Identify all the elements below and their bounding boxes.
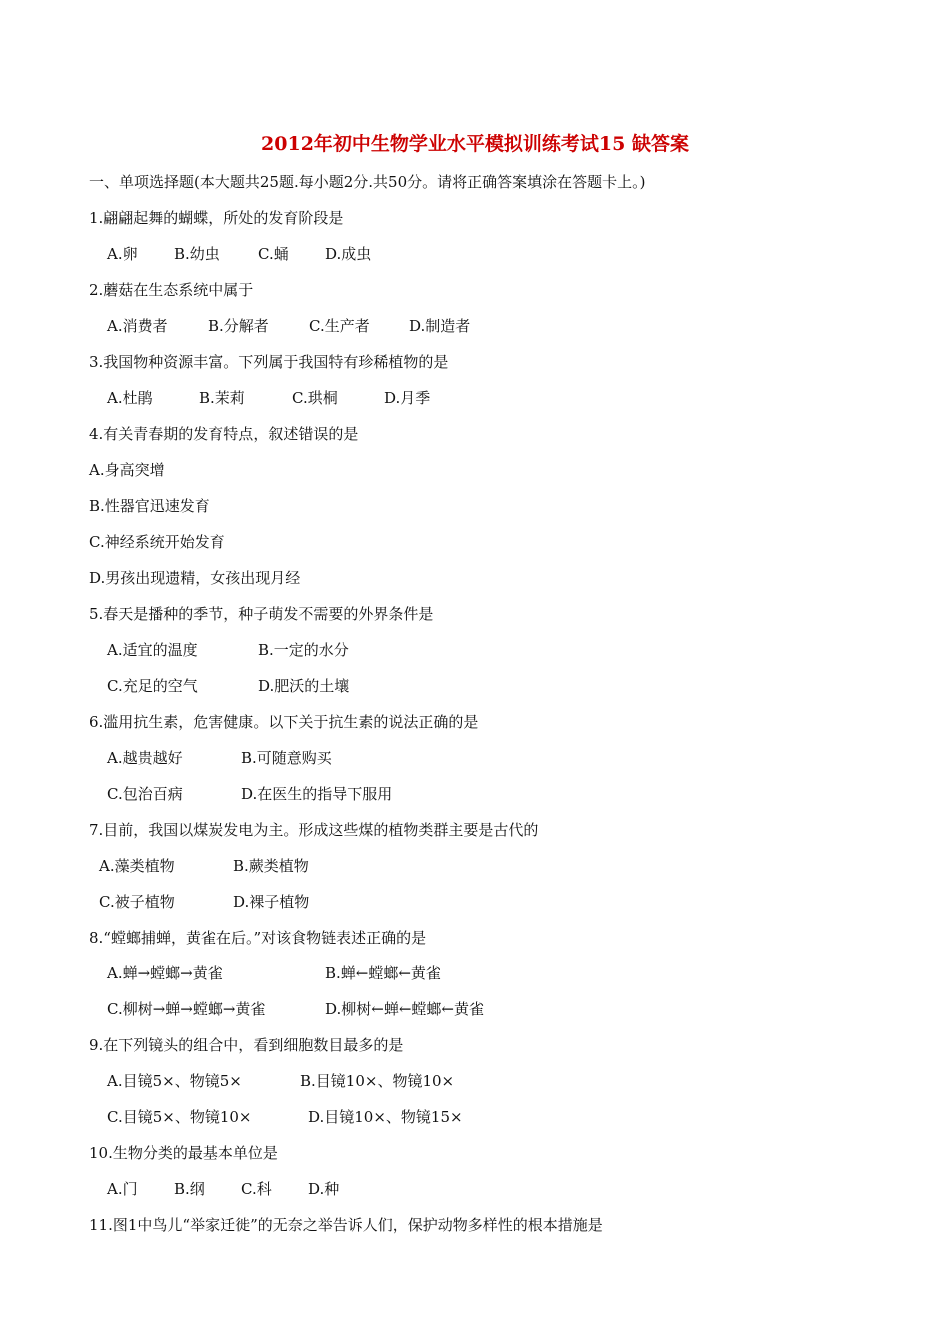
- question-7-stem: 7.目前，我国以煤炭发电为主。形成这些煤的植物类群主要是古代的: [89, 821, 539, 839]
- question-6-option-d: D.在医生的指导下服用: [241, 785, 393, 803]
- section-heading: 一、单项选择题(本大题共25题.每小题2分.共50分。请将正确答案填涂在答题卡上。): [89, 173, 646, 191]
- question-6-option-a: A.越贵越好: [107, 749, 183, 767]
- question-1-option-d: D.成虫: [325, 245, 372, 263]
- question-7-option-c: C.被子植物: [99, 893, 175, 911]
- question-3-option-a: A.杜鹃: [107, 389, 153, 407]
- question-3-stem: 3.我国物种资源丰富。下列属于我国特有珍稀植物的是: [89, 353, 449, 371]
- question-2-option-d: D.制造者: [409, 317, 471, 335]
- question-8-option-b: B.蝉←螳螂←黄雀: [325, 964, 441, 982]
- question-2-option-a: A.消费者: [107, 317, 168, 335]
- question-1-option-b: B.幼虫: [174, 245, 220, 263]
- question-4-option-c: C.神经系统开始发育: [89, 533, 225, 551]
- question-10-option-a: A.门: [107, 1180, 138, 1198]
- question-3-option-c: C.珙桐: [292, 389, 338, 407]
- question-8-option-d: D.柳树←蝉←螳螂←黄雀: [325, 1000, 484, 1018]
- question-3-option-d: D.月季: [384, 389, 431, 407]
- question-1-option-a: A.卵: [107, 245, 138, 263]
- question-7-option-a: A.藻类植物: [99, 857, 175, 875]
- question-2-option-b: B.分解者: [208, 317, 269, 335]
- question-8-option-a: A.蝉→螳螂→黄雀: [107, 964, 223, 982]
- question-5-option-c: C.充足的空气: [107, 677, 198, 695]
- question-6-option-c: C.包治百病: [107, 785, 183, 803]
- question-8-option-c: C.柳树→蝉→螳螂→黄雀: [107, 1000, 266, 1018]
- question-6-stem: 6.滥用抗生素，危害健康。以下关于抗生素的说法正确的是: [89, 713, 479, 731]
- question-9-option-c: C.目镜5×、物镜10×: [107, 1108, 252, 1126]
- question-9-option-b: B.目镜10×、物镜10×: [300, 1072, 455, 1090]
- question-4-stem: 4.有关青春期的发育特点，叙述错误的是: [89, 425, 359, 443]
- question-9-stem: 9.在下列镜头的组合中，看到细胞数目最多的是: [89, 1036, 404, 1054]
- question-7-option-d: D.裸子植物: [233, 893, 310, 911]
- question-6-option-b: B.可随意购买: [241, 749, 332, 767]
- question-10-option-b: B.纲: [174, 1180, 205, 1198]
- question-2-option-c: C.生产者: [309, 317, 370, 335]
- question-9-option-a: A.目镜5×、物镜5×: [107, 1072, 242, 1090]
- question-1-option-c: C.蛹: [258, 245, 289, 263]
- question-4-option-a: A.身高突增: [89, 461, 165, 479]
- question-3-option-b: B.茉莉: [199, 389, 245, 407]
- question-4-option-b: B.性器官迅速发育: [89, 497, 210, 515]
- question-2-stem: 2.蘑菇在生态系统中属于: [89, 281, 254, 299]
- question-9-option-d: D.目镜10×、物镜15×: [308, 1108, 463, 1126]
- question-4-option-d: D.男孩出现遗精，女孩出现月经: [89, 569, 301, 587]
- question-5-option-a: A.适宜的温度: [107, 641, 198, 659]
- question-5-option-d: D.肥沃的土壤: [258, 677, 350, 695]
- question-10-option-d: D.种: [308, 1180, 340, 1198]
- question-8-stem: 8.“螳螂捕蝉，黄雀在后。”对该食物链表述正确的是: [89, 929, 427, 947]
- question-10-option-c: C.科: [241, 1180, 272, 1198]
- page-title: 2012年初中生物学业水平模拟训练考试15 缺答案: [261, 133, 689, 155]
- question-5-stem: 5.春天是播种的季节，种子萌发不需要的外界条件是: [89, 605, 434, 623]
- question-10-stem: 10.生物分类的最基本单位是: [89, 1144, 278, 1162]
- question-1-stem: 1.翩翩起舞的蝴蝶，所处的发育阶段是: [89, 209, 344, 227]
- question-5-option-b: B.一定的水分: [258, 641, 349, 659]
- question-11-stem: 11.图1中鸟儿“举家迁徙”的无奈之举告诉人们，保护动物多样性的根本措施是: [89, 1216, 603, 1234]
- question-7-option-b: B.蕨类植物: [233, 857, 309, 875]
